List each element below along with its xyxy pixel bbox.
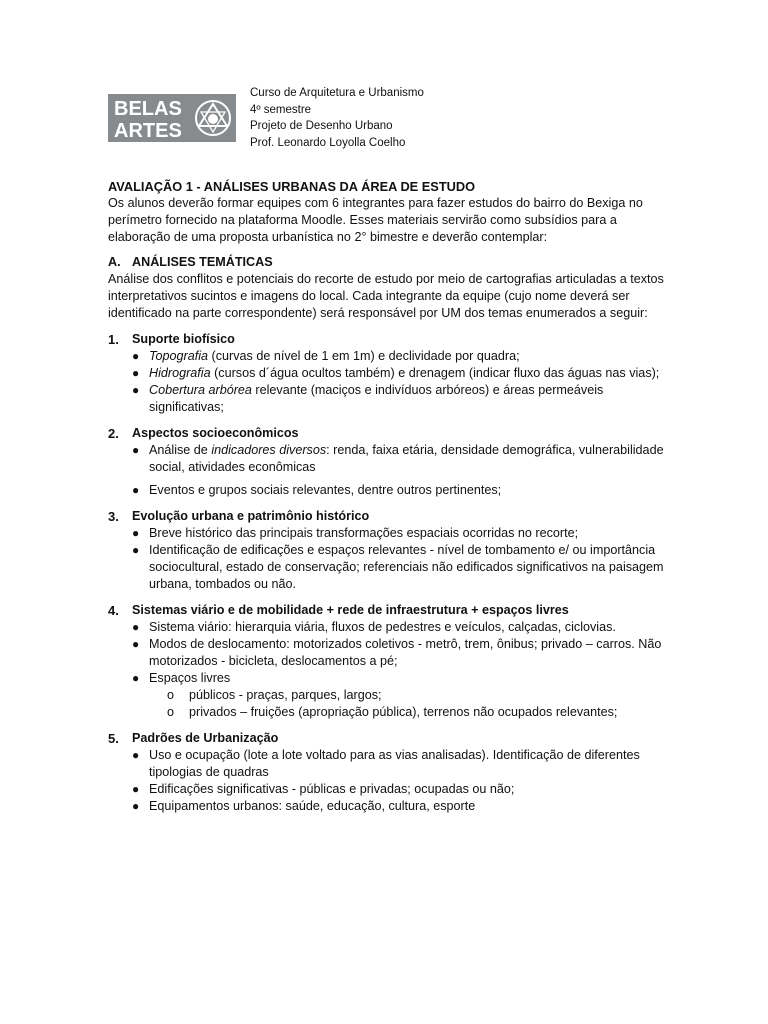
bullet-icon: ●: [132, 349, 140, 363]
bullet-icon: ●: [132, 526, 140, 540]
section-a-text: Análise dos conflitos e potenciais do recorte de estudo por meio de cartografias articuladas a textos interpretativos sucintos e imagens do local. Cada integrante da equipe (cujo nome deverá ser identificado na parte correspondente) será responsável por UM dos temas enumerados a seguir:: [108, 272, 664, 320]
item-emphasis: Topografia: [149, 349, 209, 363]
sub-list: [149, 687, 668, 721]
topic-heading: [108, 730, 668, 747]
topic-bullet-list: [108, 619, 668, 721]
intro-paragraph: Os alunos deverão formar equipes com 6 integrantes para fazer estudos do bairro do Bexiga no perímetro fornecido na plataforma Moodle. Esses materiais servirão como subsídios para a elaboração de uma proposta urbanística no 2° bimestre e deverão contemplar:: [108, 196, 643, 244]
topic-number: 2.: [108, 426, 119, 441]
topic-heading: [108, 602, 668, 619]
topic-heading: [108, 508, 668, 525]
topic-bullet-list: [108, 747, 668, 815]
project-name: Projeto de Desenho Urbano: [250, 120, 393, 132]
bullet-icon: ●: [132, 443, 140, 457]
list-item: [108, 482, 668, 499]
item-text: (cursos d´água ocultos também) e drenagem (indicar fluxo das águas nas vias);: [210, 366, 660, 380]
list-item: [108, 619, 668, 636]
course-name: Curso de Arquitetura e Urbanismo: [250, 87, 424, 99]
belas-artes-logo: [108, 94, 236, 142]
topic-bullet-list: [108, 442, 668, 499]
professor-name: Prof. Leonardo Loyolla Coelho: [250, 136, 406, 149]
bullet-icon: ●: [132, 782, 140, 796]
document-title: AVALIAÇÃO 1 - ANÁLISES URBANAS DA ÁREA DE ESTUDO: [108, 179, 476, 194]
list-item: [108, 747, 668, 781]
list-item: [108, 798, 668, 815]
item-emphasis: Hidrografia: [149, 366, 211, 380]
item-text: Edificações significativas - públicas e privadas; ocupadas ou não;: [149, 782, 515, 796]
topic-bullet-list: [108, 348, 668, 416]
item-text: : renda, faixa etária, densidade demográfica, vulnerabilidade social, atividades econômicas: [149, 443, 664, 474]
logo-graphic: [108, 94, 236, 142]
topic-title: Aspectos socioeconômicos: [132, 426, 299, 440]
bullet-icon: ●: [132, 366, 140, 380]
list-item: [108, 636, 668, 670]
topic-heading: [108, 425, 668, 442]
list-item: [108, 542, 668, 593]
bullet-icon: ●: [132, 637, 140, 651]
topic-bullet-list: [108, 525, 668, 593]
logo-line1: BELAS: [114, 98, 182, 120]
item-text: Espaços livres: [149, 671, 231, 685]
section-a-title: ANÁLISES TEMÁTICAS: [132, 255, 273, 269]
bullet-icon: ●: [132, 620, 140, 634]
topic-title: Suporte biofísico: [132, 332, 235, 346]
item-text: Equipamentos urbanos: saúde, educação, cultura, esporte: [149, 799, 476, 813]
logo-line2: ARTES: [114, 120, 182, 142]
item-text: Identificação de edificações e espaços relevantes - nível de tombamento e/ ou importância sociocultural, estado de conservação; referenciais não edificados significativos na paisagem urbana, tombados ou não.: [149, 543, 664, 591]
sub-item-text: públicos - praças, parques, largos;: [189, 688, 382, 702]
logo-emblem-icon: [196, 101, 230, 135]
list-item: [108, 525, 668, 542]
list-item: [108, 382, 668, 416]
section-a-heading: [108, 254, 668, 271]
semester: 4º semestre: [250, 103, 312, 116]
list-item: [108, 670, 668, 721]
course-header: [250, 85, 424, 151]
bullet-icon: ●: [132, 483, 140, 497]
item-prefix: Análise de: [149, 443, 212, 457]
bullet-icon: ●: [132, 671, 140, 685]
bullet-icon: ●: [132, 799, 140, 813]
list-item: [108, 781, 668, 798]
topic-heading: [108, 331, 668, 348]
sub-list-item: [149, 687, 668, 704]
item-text: Modos de deslocamento: motorizados coletivos - metrô, trem, ônibus; privado – carros. Não motorizados - bicicleta, deslocamentos a pé;: [149, 637, 662, 668]
topic-title: Padrões de Urbanização: [132, 731, 279, 745]
bullet-icon: ●: [132, 383, 140, 397]
item-text: Breve histórico das principais transformações espaciais ocorridas no recorte;: [149, 526, 579, 540]
topic-title: Sistemas viário e de mobilidade + rede de infraestrutura + espaços livres: [132, 603, 569, 617]
topic-number: 1.: [108, 332, 119, 347]
sub-item-text: privados – fruições (apropriação pública), terrenos não ocupados relevantes;: [189, 705, 618, 719]
section-a-letter: A.: [108, 255, 121, 269]
list-item: [108, 348, 668, 365]
item-text: (curvas de nível de 1 em 1m) e declividade por quadra;: [208, 349, 520, 363]
item-text: Uso e ocupação (lote a lote voltado para as vias analisadas). Identificação de diferentes tipologias de quadras: [149, 748, 640, 779]
item-text: Sistema viário: hierarquia viária, fluxos de pedestres e veículos, calçadas, ciclovias.: [149, 620, 616, 634]
item-text: Eventos e grupos sociais relevantes, dentre outros pertinentes;: [149, 483, 502, 497]
list-item: [108, 365, 668, 382]
sub-list-item: [149, 704, 668, 721]
topic-number: 4.: [108, 603, 119, 618]
list-item: [108, 442, 668, 476]
circle-bullet-icon: o: [167, 705, 175, 719]
bullet-icon: ●: [132, 748, 140, 762]
topic-number: 3.: [108, 509, 119, 524]
item-emphasis: Cobertura arbórea: [149, 383, 252, 397]
circle-bullet-icon: o: [167, 688, 175, 702]
bullet-icon: ●: [132, 543, 140, 557]
item-text: relevante (maciços e indivíduos arbóreos) e áreas permeáveis significativas;: [149, 383, 604, 414]
topic-number: 5.: [108, 731, 119, 746]
item-emphasis: indicadores diversos: [211, 443, 327, 457]
topic-title: Evolução urbana e patrimônio histórico: [132, 509, 370, 523]
document-body: [108, 178, 668, 815]
